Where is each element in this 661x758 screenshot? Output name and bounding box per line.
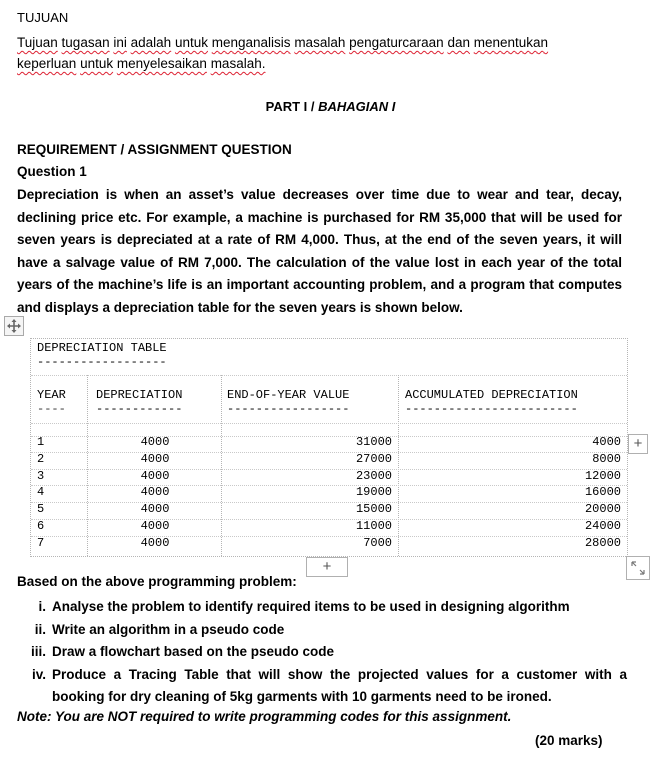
table-title: DEPRECIATION TABLE bbox=[37, 341, 167, 355]
cell-end-of-year: 7000 bbox=[363, 535, 392, 550]
requirement-heading: REQUIREMENT / ASSIGNMENT QUESTION bbox=[17, 142, 292, 157]
table-resize-handle[interactable] bbox=[626, 556, 650, 580]
task-number: i. bbox=[38, 599, 46, 614]
depreciation-table bbox=[30, 338, 628, 557]
cell-accumulated: 4000 bbox=[592, 435, 621, 449]
based-on-heading: Based on the above programming problem: bbox=[17, 574, 297, 589]
task-number: iv. bbox=[31, 666, 46, 682]
task-item bbox=[17, 641, 627, 664]
part-title bbox=[0, 99, 661, 114]
cell-end-of-year: 27000 bbox=[355, 451, 392, 466]
cell-depreciation: 4000 bbox=[140, 535, 170, 550]
cell-year: 5 bbox=[37, 502, 45, 517]
intro-paragraph bbox=[17, 32, 642, 74]
task-text: Produce a Tracing Table that will show the projected values for a customer with a booking for dry cleaning of 5kg garments with 10 garments need to be ironed. bbox=[52, 666, 627, 704]
header-year: YEAR bbox=[37, 388, 66, 402]
heading-tujuan: TUJUAN bbox=[17, 10, 69, 25]
cell-depreciation: 4000 bbox=[140, 435, 170, 449]
cell-year: 1 bbox=[37, 435, 45, 449]
cell-end-of-year: 15000 bbox=[355, 502, 392, 517]
intro-word: pengaturcaraan bbox=[349, 35, 444, 50]
task-number: iii. bbox=[30, 644, 46, 659]
cell-end-of-year: 11000 bbox=[355, 519, 392, 533]
cell-depreciation: 4000 bbox=[140, 519, 170, 533]
add-row-button[interactable]: + bbox=[306, 557, 348, 577]
task-list bbox=[17, 596, 627, 709]
note: Note: You are NOT required to write programming codes for this assignment. bbox=[17, 709, 512, 724]
table-move-icon[interactable] bbox=[4, 316, 24, 336]
task-item bbox=[17, 596, 627, 619]
cell-depreciation: 4000 bbox=[140, 502, 170, 517]
header-end-of-year: END-OF-YEAR VALUE bbox=[227, 388, 350, 402]
intro-word: adalah bbox=[130, 35, 172, 50]
cell-depreciation: 4000 bbox=[140, 485, 170, 500]
task-text: Draw a flowchart based on the pseudo code bbox=[52, 644, 335, 659]
question-label: Question 1 bbox=[17, 164, 87, 179]
question-text: Depreciation is when an asset’s value decreases over time due to wear and tear, decay, declining price etc. For example, a machine is purchased for RM 35,000 that will be used for seven years is depreciated at a rate of RM 4,000. Thus, at the end of the seven years, it will have a salvage value of RM 7,000. The calculation of the value lost in each year of the total years of the machine’s life is an important accounting problem, and a program that computes and displays a depreciation table for the seven years is shown below. bbox=[17, 187, 622, 315]
cell-year: 2 bbox=[37, 451, 45, 466]
cell-end-of-year: 23000 bbox=[355, 468, 392, 483]
cell-accumulated: 16000 bbox=[584, 485, 621, 500]
intro-word: Tujuan bbox=[17, 35, 58, 50]
cell-accumulated: 12000 bbox=[584, 468, 621, 483]
task-text: Write an algorithm in a pseudo code bbox=[52, 621, 285, 637]
add-column-button[interactable]: + bbox=[628, 434, 648, 454]
part-title-italic: BAHAGIAN I bbox=[318, 99, 396, 114]
header-year-rule: ---- bbox=[37, 402, 66, 416]
task-item bbox=[17, 619, 627, 642]
intro-word: ini bbox=[113, 35, 127, 50]
intro-word: menentukan bbox=[473, 35, 549, 50]
intro-word: untuk bbox=[174, 35, 208, 50]
header-accumulated-rule: ------------------------ bbox=[405, 402, 578, 416]
task-text: Analyse the problem to identify required items to be used in designing algorithm bbox=[52, 599, 570, 614]
intro-word: masalah bbox=[294, 35, 346, 50]
cell-year: 4 bbox=[37, 485, 45, 500]
cell-year: 7 bbox=[37, 535, 45, 550]
intro-word: menganalisis bbox=[211, 35, 291, 50]
intro-word: masalah. bbox=[210, 56, 266, 71]
cell-accumulated: 28000 bbox=[584, 535, 621, 550]
cell-accumulated: 20000 bbox=[584, 502, 621, 517]
part-title-text: PART I / bbox=[265, 99, 319, 114]
intro-word: dan bbox=[447, 35, 470, 50]
cell-accumulated: 8000 bbox=[592, 451, 621, 466]
intro-word: menyelesaikan bbox=[116, 56, 207, 71]
cell-year: 6 bbox=[37, 519, 45, 533]
intro-word: tugasan bbox=[61, 35, 110, 50]
cell-end-of-year: 31000 bbox=[355, 435, 392, 449]
cell-depreciation: 4000 bbox=[140, 451, 170, 466]
header-depreciation: DEPRECIATION bbox=[96, 388, 183, 402]
cell-accumulated: 24000 bbox=[584, 519, 621, 533]
task-number: ii. bbox=[34, 621, 46, 637]
header-accumulated: ACCUMULATED DEPRECIATION bbox=[405, 388, 578, 402]
header-depreciation-rule: ------------ bbox=[96, 402, 183, 416]
intro-word: untuk bbox=[80, 56, 114, 71]
header-end-of-year-rule: ----------------- bbox=[227, 402, 350, 416]
cell-end-of-year: 19000 bbox=[355, 485, 392, 500]
table-title-rule: ------------------ bbox=[37, 355, 167, 369]
cell-depreciation: 4000 bbox=[140, 468, 170, 483]
cell-year: 3 bbox=[37, 468, 45, 483]
marks: (20 marks) bbox=[535, 733, 603, 748]
task-item bbox=[17, 664, 627, 709]
intro-word: keperluan bbox=[17, 56, 77, 71]
